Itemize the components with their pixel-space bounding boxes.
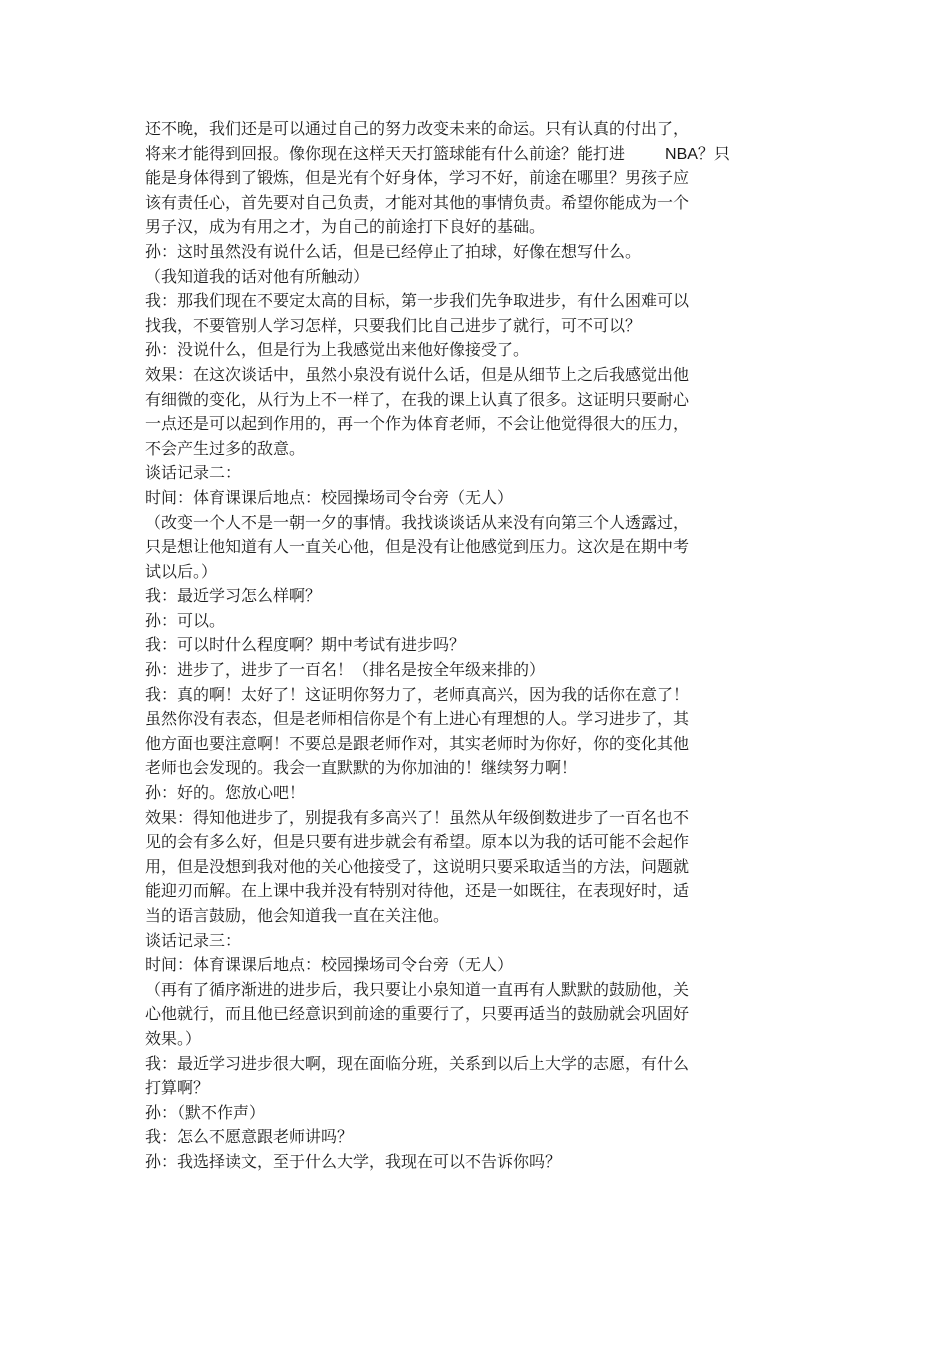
text-line: 虽然你没有表态，但是老师相信你是个有上进心有理想的人。学习进步了，其: [145, 709, 690, 729]
dialogue-line: 孙：好的。您放心吧！: [145, 783, 306, 803]
text-segment: 将来才能得到回报。像你现在这样天天打篮球能有什么前途？能打进: [145, 143, 626, 163]
text-line: 能是身体得到了锻炼，但是光有个好身体，学习不好，前途在哪里？男孩子应: [145, 168, 690, 188]
note-line: 只是想让他知道有人一直关心他，但是没有让他感觉到压力。这次是在期中考: [145, 537, 690, 557]
note-line: 效果。）: [145, 1028, 202, 1048]
dialogue-line: 我：可以时什么程度啊？期中考试有进步吗？: [145, 635, 466, 655]
dialogue-line: 孙：（默不作声）: [145, 1102, 266, 1122]
section-heading: 谈话记录三：: [145, 930, 242, 950]
text-line: 他方面也要注意啊！不要总是跟老师作对，其实老师时为你好，你的变化其他: [145, 733, 690, 753]
dialogue-line: 孙：我选择读文，至于什么大学，我现在可以不告诉你吗？: [145, 1151, 562, 1171]
section-heading: 谈话记录二：: [145, 463, 242, 483]
text-line: 能迎刃而解。在上课中我并没有特别对待他，还是一如既往，在表现好时，适: [145, 881, 690, 901]
text-line: 当的语言鼓励，他会知道我一直在关注他。: [145, 906, 450, 925]
dialogue-line: 孙：这时虽然没有说什么话，但是已经停止了拍球，好像在想写什么。: [145, 241, 642, 261]
text-line: 一点还是可以起到作用的，再一个作为体育老师，不会让他觉得很大的压力，: [145, 414, 690, 434]
text-line: 有细微的变化，从行为上不一样了，在我的课上认真了很多。这证明只要耐心: [145, 389, 690, 409]
text-line: 该有责任心，首先要对自己负责，才能对其他的事情负责。希望你能成为一个: [145, 192, 690, 212]
dialogue-line: 找我，不要管别人学习怎样，只要我们比自己进步了就行，可不可以？: [145, 315, 642, 335]
nba-term: NBA: [665, 145, 698, 163]
text-segment: ？只: [697, 143, 730, 163]
note-line: （我知道我的话对他有所触动）: [145, 266, 370, 286]
note-line: 心他就行，而且他已经意识到前途的重要行了，只要再适当的鼓励就会巩固好: [145, 1004, 690, 1024]
time-location-line: 时间：体育课课后地点：校园操场司令台旁（无人）: [145, 955, 514, 975]
text-line: 用，但是没想到我对他的关心他接受了，这说明只要采取适当的方法，问题就: [145, 856, 690, 876]
dialogue-line: 孙：没说什么，但是行为上我感觉出来他好像接受了。: [145, 340, 530, 360]
text-line: 效果：在这次谈话中，虽然小泉没有说什么话，但是从细节上之后我感觉出他: [145, 364, 690, 384]
text-line: 男子汉，成为有用之才，为自己的前途打下良好的基础。: [145, 217, 546, 237]
note-line: （再有了循序渐进的进步后，我只要让小泉知道一直再有人默默的鼓励他，关: [145, 979, 690, 999]
text-line: 见的会有多么好，但是只要有进步就会有希望。原本以为我的话可能不会起作: [145, 832, 690, 852]
dialogue-line: 我：最近学习怎么样啊？: [145, 586, 322, 606]
text-line: [145, 142, 805, 167]
time-location-line: 时间：体育课课后地点：校园操场司令台旁（无人）: [145, 487, 514, 507]
text-line: 效果：得知他进步了，别提我有多高兴了！虽然从年级倒数进步了一百名也不: [145, 807, 690, 827]
note-line: 试以后。）: [145, 561, 218, 581]
dialogue-line: 我：最近学习进步很大啊，现在面临分班，关系到以后上大学的志愿，有什么: [145, 1053, 690, 1073]
text-line: 老师也会发现的。我会一直默默的为你加油的！继续努力啊！: [145, 758, 578, 778]
text-line: 还不晚，我们还是可以通过自己的努力改变未来的命运。只有认真的付出了，: [145, 119, 690, 138]
note-line: （改变一个人不是一朝一夕的事情。我找谈谈话从来没有向第三个人透露过，: [145, 512, 690, 532]
dialogue-line: 打算啊？: [145, 1078, 210, 1098]
dialogue-line: 我：怎么不愿意跟老师讲吗？: [145, 1127, 354, 1147]
dialogue-line: 孙：可以。: [145, 610, 226, 630]
dialogue-line: 我：那我们现在不要定太高的目标，第一步我们先争取进步，有什么困难可以: [145, 291, 690, 311]
dialogue-line: 孙：进步了，进步了一百名！（排名是按全年级来排的）: [145, 660, 546, 680]
text-line: 不会产生过多的敌意。: [145, 438, 306, 458]
body-text: [145, 117, 805, 1175]
dialogue-line: 我：真的啊！太好了！这证明你努力了，老师真高兴，因为我的话你在意了！: [145, 684, 690, 704]
